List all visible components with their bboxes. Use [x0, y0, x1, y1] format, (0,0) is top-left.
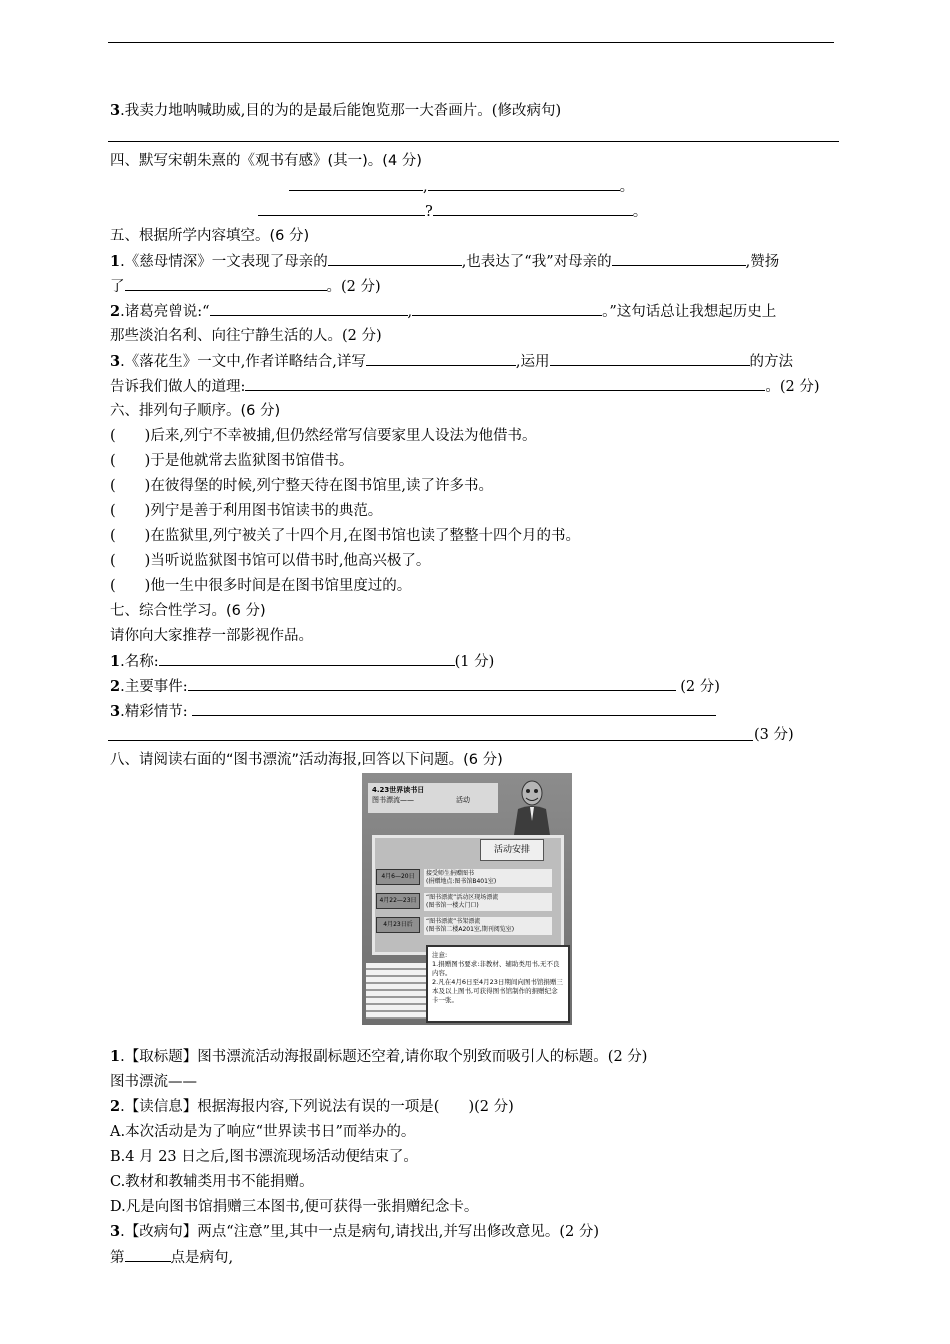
- poem-line-1: , 。: [289, 176, 634, 197]
- poster-note: 注意: 1.捐赠图书要求:非教材、辅助类用书,无不良内容。 2.凡在4月6日至4月23日期间向图书馆捐赠三本及以上图书,可获得图书馆制作的捐赠纪念卡一张。: [426, 945, 570, 1023]
- s7-q3: 3.精彩情节:: [110, 701, 716, 722]
- s8-q2: 2.【读信息】根据海报内容,下列说法有误的一项是( )(2 分): [110, 1098, 514, 1115]
- schedule-row: 4月6—20日 接受师生捐赠图书 (捐赠地点:图书馆B401室): [376, 869, 552, 887]
- s5-q2-line2: 那些淡泊名利、向往宁静生活的人。(2 分): [110, 328, 382, 344]
- section-7-title: 七、综合性学习。(6 分): [110, 603, 266, 619]
- order-item: ( )当听说监狱图书馆可以借书时,他高兴极了。: [110, 553, 431, 569]
- answer-line: [108, 740, 753, 741]
- s7-q1: 1.名称: (1 分): [110, 653, 495, 670]
- section-6-title: 六、排列句子顺序。(6 分): [110, 403, 281, 419]
- s5-q1-line1: 1.《慈母情深》一文表现了母亲的 ,也表达了“我”对母亲的 ,赞扬: [110, 253, 780, 270]
- order-item: ( )在彼得堡的时候,列宁整天待在图书馆里,读了许多书。: [110, 478, 494, 494]
- book-stack-icon: [366, 963, 430, 1019]
- schedule-row: 4月23日后 “图书漂流”书架漂流 (图书馆二楼A201室,期刊阅览室): [376, 917, 552, 935]
- s7-intro: 请你向大家推荐一部影视作品。: [110, 628, 313, 644]
- s5-q1-line2: 了 。(2 分): [110, 276, 381, 297]
- s8-q1-answer: 图书漂流——: [110, 1074, 197, 1090]
- section-4-title: 四、默写宋朝朱熹的《观书有感》(其一)。(4 分): [110, 153, 422, 169]
- s8-q1: 1.【取标题】图书漂流活动海报副标题还空着,请你取个别致而吸引人的标题。(2 分): [110, 1048, 648, 1065]
- order-item: ( )列宁是善于利用图书馆读书的典范。: [110, 503, 383, 519]
- s8-q3-answer: 第 点是病句,: [110, 1247, 233, 1268]
- s5-q3-line2: 告诉我们做人的道理: 。(2 分): [110, 376, 820, 397]
- order-item: ( )于是他就常去监狱图书馆借书。: [110, 453, 354, 469]
- option-b: B.4 月 23 日之后,图书漂流现场活动便结束了。: [110, 1149, 418, 1165]
- book-drift-poster: [362, 773, 572, 1025]
- option-a: A.本次活动是为了响应“世界读书日”而举办的。: [110, 1124, 416, 1140]
- poem-line-2: ? 。: [258, 201, 647, 222]
- poster-header-line-2: 图书漂流—— 活动: [372, 796, 470, 804]
- order-item: ( )他一生中很多时间是在图书馆里度过的。: [110, 578, 412, 594]
- poster-header: [368, 783, 498, 813]
- poster-board-title: 活动安排: [480, 839, 544, 861]
- order-item: ( )后来,列宁不幸被捕,但仍然经常写信要家里人设法为他借书。: [110, 428, 537, 444]
- s7-q3-score: (3 分): [754, 727, 794, 743]
- s8-q3: 3.【改病句】两点“注意”里,其中一点是病句,请找出,并写出修改意见。(2 分): [110, 1223, 600, 1240]
- order-item: ( )在监狱里,列宁被关了十四个月,在图书馆也读了整整十四个月的书。: [110, 528, 581, 544]
- schedule-row: 4月22—23日 “图书漂流”活动区现场漂流 (图书馆一楼大门口): [376, 893, 552, 911]
- s7-q2: 2.主要事件: (2 分): [110, 678, 720, 695]
- option-d: D.凡是向图书馆捐赠三本图书,便可获得一张捐赠纪念卡。: [110, 1199, 479, 1215]
- section-5-title: 五、根据所学内容填空。(6 分): [110, 228, 310, 244]
- option-c: C.教材和教辅类用书不能捐赠。: [110, 1174, 314, 1190]
- answer-line: [108, 141, 839, 142]
- s5-q2-line1: 2.诸葛亮曾说:“ , 。”这句话总让我想起历史上: [110, 303, 777, 320]
- s5-q3-line1: 3.《落花生》一文中,作者详略结合,详写 ,运用 的方法: [110, 353, 794, 370]
- question-3: 3.我卖力地呐喊助威,目的为的是最后能饱览那一大沓画片。(修改病句): [110, 102, 562, 119]
- section-8-title: 八、请阅读右面的“图书漂流”活动海报,回答以下问题。(6 分): [110, 752, 503, 768]
- poster-header-line-1: 4.23世界读书日: [372, 786, 425, 794]
- cartoon-man-icon: [510, 779, 554, 835]
- top-rule: [108, 42, 834, 43]
